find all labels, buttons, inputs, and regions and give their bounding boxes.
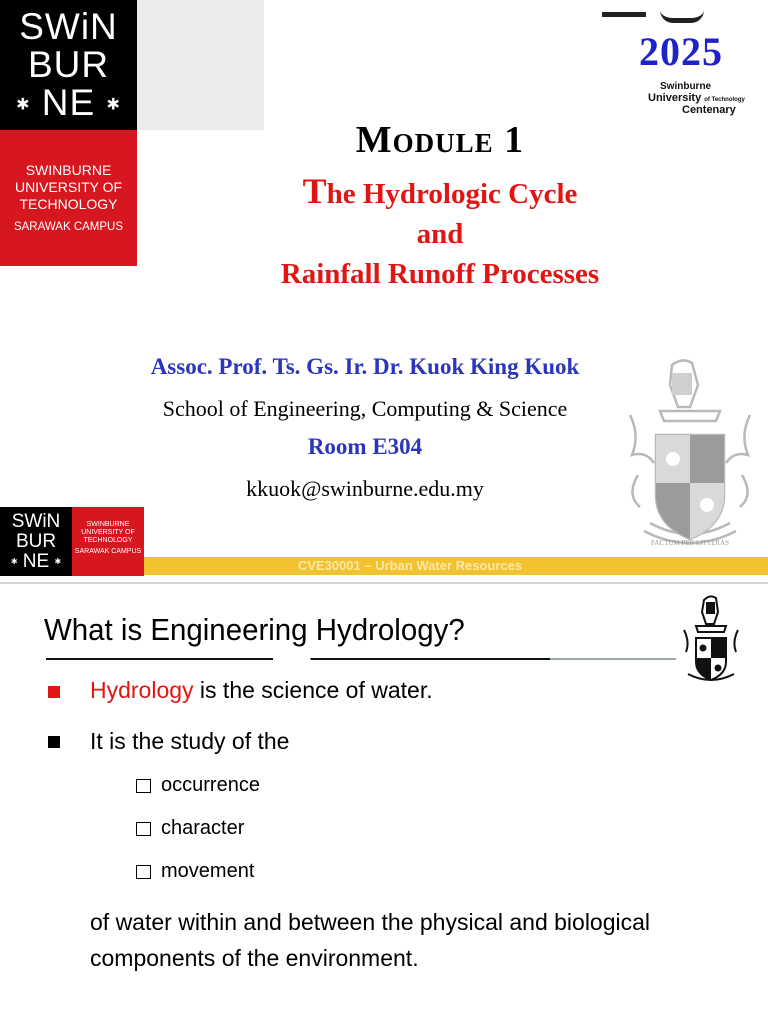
star-icon: ✱ [10,557,18,566]
logo-word-line-2: BUR [27,44,110,85]
highlighted-term: Hydrology [90,677,194,703]
star-icon: ✱ [16,96,31,114]
centenary-logo [602,0,752,120]
slide-divider [0,582,768,584]
author-name: Assoc. Prof. Ts. Gs. Ir. Dr. Kuok King Kuok [150,354,580,379]
title-line-2: and [416,218,464,250]
logo-word-line-3: ✱ NE ✱ [10,551,62,573]
bullet-marker [48,736,60,748]
centenary-graphic-fragment [602,12,646,17]
room-number: Room E304 [307,434,423,459]
institution-line-2: UNIVERSITY OF [81,529,135,536]
bullet-hydrology-definition: Hydrology is the science of water. [90,677,433,703]
centenary-graphic-fragment [660,10,704,23]
institution-line-3: TECHNOLOGY [19,196,118,212]
bullet-marker [48,686,60,698]
swinburne-logo-institution [0,130,137,266]
centenary-year: 2025 [639,29,723,74]
institution-line-2: UNIVERSITY OF [14,179,123,195]
centenary-line-3: Centenary [682,104,736,116]
logo-word-line-3: ✱ NE ✱ [16,82,121,123]
course-footer: CVE30001 – Urban Water Resources [297,558,523,573]
university-crest-icon [680,594,742,686]
logo-word-line-2: BUR [15,531,57,552]
bullet-study-of: It is the study of the [90,728,290,754]
school-name: School of Engineering, Computing & Science [162,396,568,421]
swinburne-logo-small-wordmark [0,507,72,576]
star-icon: ✱ [106,96,121,114]
institution-line-3: TECHNOLOGY [83,537,133,544]
checkbox-outline-icon [136,865,151,879]
crest-motto: FACTUM PER LITTERAS [650,539,730,547]
star-icon: ✱ [54,557,62,566]
checkbox-outline-icon [136,822,151,836]
logo-word-line-1: SWiN [11,511,61,532]
swinburne-logo-small-institution [72,507,144,576]
title-line-3: Rainfall Runoff Processes [280,258,600,290]
institution-line-1: SWINBURNE [25,162,112,178]
title-line-1: The Hydrologic Cycle [302,171,578,211]
continuation-text: of water within and between the physical and biological components of the environment. [90,909,651,971]
sub-item: character [136,817,244,840]
checkbox-outline-icon [136,779,151,793]
centenary-line-2: University of Technology [648,92,745,104]
sub-item: movement [136,860,254,883]
module-title: Module 1 [355,119,525,161]
email-address: kkuok@swinburne.edu.my [246,476,484,501]
title-underline [46,658,676,660]
campus-label: SARAWAK CAMPUS [74,548,142,555]
logo-word-line-1: SWiN [19,6,118,47]
sub-item: occurrence [136,774,260,797]
slide-title: What is Engineering Hydrology? [44,612,465,647]
swinburne-logo-wordmark [0,0,137,130]
campus-label: SARAWAK CAMPUS [13,221,124,233]
title-drop-letter: T [302,171,327,211]
university-crest-watermark [620,355,760,555]
institution-line-1: SWINBURNE [86,521,130,528]
centenary-line-1: Swinburne [660,81,712,92]
